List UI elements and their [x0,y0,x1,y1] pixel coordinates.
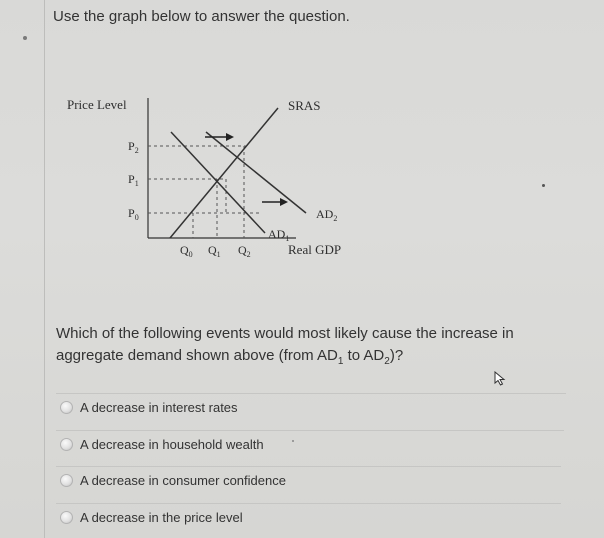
price-level-label: Price Level [67,97,127,112]
option-consumer-confidence[interactable] [60,473,286,488]
q1-label: $Q_1$ [208,243,221,259]
separator [56,393,566,394]
option-label: A decrease in household wealth [80,437,264,452]
ad1-label: $AD_1$ [268,227,290,243]
radio-button[interactable] [60,438,73,451]
ad2-label: $AD_2$ [316,207,338,223]
option-interest-rates[interactable] [60,400,238,415]
radio-button[interactable] [60,401,73,414]
p0-label: $P_0$ [128,206,139,222]
sras-curve [170,108,278,238]
q2-label: $Q_2$ [238,243,251,259]
p1-label: $P_1$ [128,172,139,188]
q0-label: $Q_0$ [180,243,193,259]
shift-arrow-bottom [262,198,288,206]
question-text: Which of the following events would most likely cause the increase in aggregate demand shown above (from $AD_1$ to $AD_2$)? [56,325,514,367]
separator [56,466,561,467]
instruction-text: Use the graph below to answer the question. [53,8,350,25]
screen-speck [542,184,545,187]
option-label: A decrease in the price level [80,510,243,525]
real-gdp-label: Real GDP [288,242,342,257]
option-price-level[interactable] [60,510,243,525]
screen-speck [292,440,294,442]
p2-label: $P_2$ [128,139,139,155]
option-label: A decrease in interest rates [80,400,238,415]
sras-label: SRAS [288,98,321,113]
option-household-wealth[interactable] [60,437,264,452]
pointer-cursor-icon [493,371,507,387]
radio-button[interactable] [60,511,73,524]
radio-button[interactable] [60,474,73,487]
ad1-curve [171,132,265,233]
option-label: A decrease in consumer confidence [80,473,286,488]
ad2-curve [206,132,306,213]
separator [56,503,561,504]
guide-lines [148,146,262,238]
separator [56,430,564,431]
